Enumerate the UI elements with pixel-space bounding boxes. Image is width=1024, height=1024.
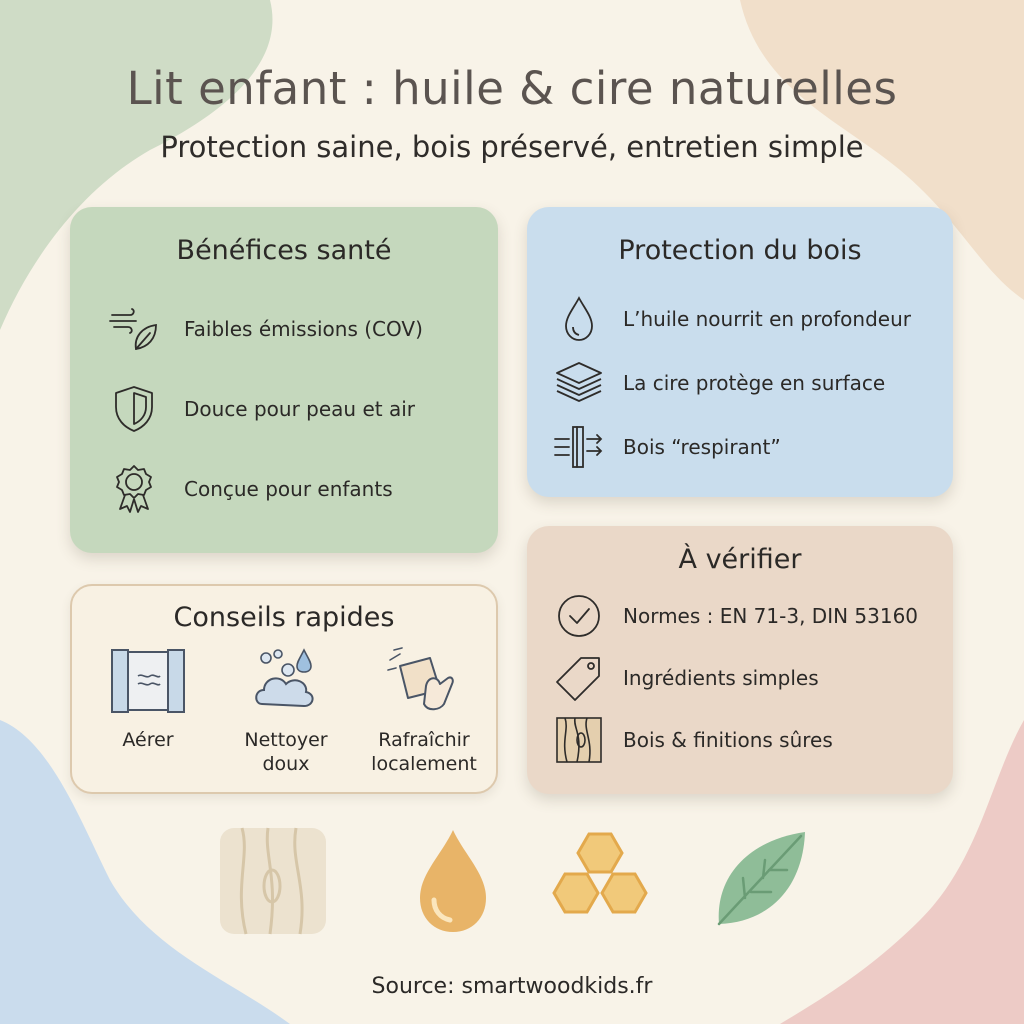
health-benefits-title: Bénéfices santé [176, 235, 392, 266]
health-item-label: Faibles émissions (COV) [184, 317, 423, 341]
window-icon [110, 646, 186, 716]
check-circle-icon [549, 586, 609, 646]
tip-air [88, 646, 208, 752]
health-item-skin [104, 379, 415, 439]
wood-texture-icon [218, 826, 328, 936]
wood-item-label: La cire protège en surface [623, 371, 886, 395]
check-item-label: Ingrédients simples [623, 666, 819, 690]
to-check-card [527, 526, 953, 794]
tag-icon [549, 648, 609, 708]
oil-drop-icon [398, 826, 508, 936]
wind-leaf-icon [104, 299, 164, 359]
tip-clean [226, 646, 346, 776]
award-badge-icon [104, 459, 164, 519]
page-title: Lit enfant : huile & cire naturelles [126, 62, 898, 115]
check-item-norms [549, 586, 918, 646]
health-item-label: Douce pour peau et air [184, 397, 415, 421]
wood-grain-icon [549, 710, 609, 770]
health-item-children [104, 459, 393, 519]
tip-label: Nettoyer doux [244, 729, 328, 775]
drop-icon [549, 289, 609, 349]
health-item-label: Conçue pour enfants [184, 477, 393, 501]
check-item-wood [549, 710, 833, 770]
cloth-hand-icon [386, 646, 462, 716]
check-item-label: Normes : EN 71-3, DIN 53160 [623, 604, 919, 628]
honeycomb-icon [545, 826, 655, 936]
layers-icon [549, 353, 609, 413]
wood-item-label: L’huile nourrit en profondeur [623, 307, 911, 331]
to-check-title: À vérifier [678, 544, 802, 575]
wood-item-breathing [549, 417, 781, 477]
wood-item-wax [549, 353, 885, 413]
shield-icon [104, 379, 164, 439]
source-credit: Source: smartwoodkids.fr [371, 974, 653, 999]
wood-protection-card [527, 207, 953, 497]
page-subtitle: Protection saine, bois préservé, entretien simple [160, 130, 864, 164]
tip-label: Aérer [122, 729, 174, 751]
health-benefits-card [70, 207, 498, 553]
tip-label: Rafraîchir localement [371, 729, 477, 775]
check-item-label: Bois & finitions sûres [623, 728, 833, 752]
wood-item-oil [549, 289, 911, 349]
tip-refresh [364, 646, 484, 776]
wood-item-label: Bois “respirant” [623, 435, 781, 459]
quick-tips-title: Conseils rapides [173, 602, 395, 633]
soap-bubbles-icon [248, 646, 324, 716]
leaf-icon [705, 826, 815, 936]
check-item-ingredients [549, 648, 819, 708]
breathing-wood-icon [549, 417, 609, 477]
quick-tips-card [70, 584, 498, 794]
health-item-emissions [104, 299, 423, 359]
wood-protection-title: Protection du bois [618, 235, 862, 266]
